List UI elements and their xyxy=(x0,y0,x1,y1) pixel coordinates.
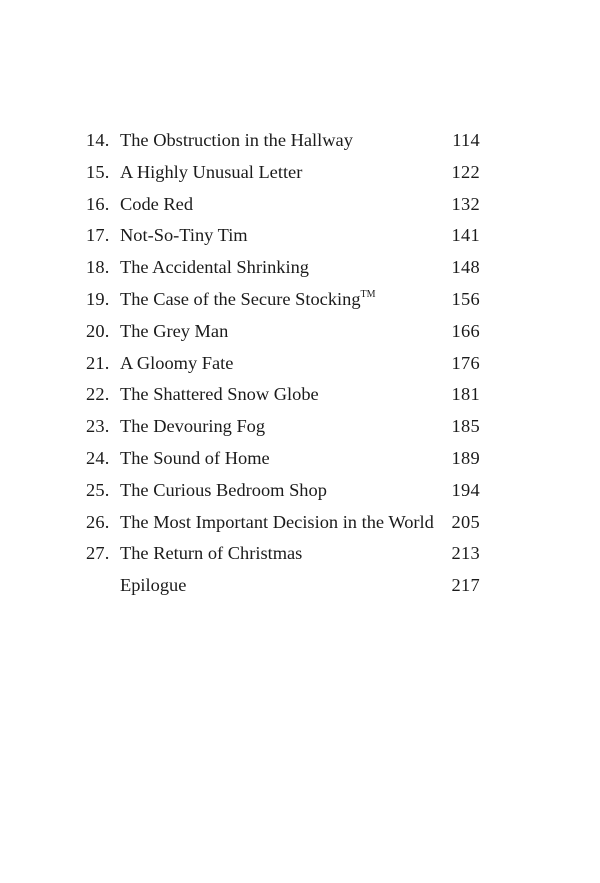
page-number: 176 xyxy=(451,352,480,373)
page-number: 189 xyxy=(451,447,480,468)
page-number: 141 xyxy=(451,225,480,246)
page-number: 114 xyxy=(452,130,480,150)
chapter-title: The Accidental Shrinking xyxy=(120,257,309,278)
toc-entry-19[interactable] xyxy=(0,284,600,316)
toc-entry-23[interactable] xyxy=(0,411,600,443)
chapter-number: 14. xyxy=(86,130,110,150)
chapter-title: Not-So-Tiny Tim xyxy=(120,225,248,246)
toc-entry-17[interactable] xyxy=(0,220,600,252)
page-number: 194 xyxy=(451,479,480,500)
chapter-title: The Obstruction in the Hallway xyxy=(120,130,353,150)
chapter-title: The Sound of Home xyxy=(120,447,270,468)
chapter-number: 21. xyxy=(86,352,110,373)
page-number: 217 xyxy=(451,575,480,596)
page-number: 213 xyxy=(451,543,480,564)
toc-entry-27[interactable] xyxy=(0,538,600,570)
chapter-number: 20. xyxy=(86,320,110,341)
toc-entry-26[interactable] xyxy=(0,507,600,539)
chapter-number: 17. xyxy=(86,225,110,246)
toc-entry-25[interactable] xyxy=(0,475,600,507)
chapter-title: The Return of Christmas xyxy=(120,543,303,564)
toc-entry-14[interactable] xyxy=(0,125,600,157)
chapter-number: 22. xyxy=(86,384,110,405)
trademark-mark: TM xyxy=(360,288,376,300)
chapter-title: The Curious Bedroom Shop xyxy=(120,479,327,500)
toc-entry-16[interactable] xyxy=(0,189,600,221)
toc-entry-15[interactable] xyxy=(0,157,600,189)
chapter-title: The Most Important Decision in the World xyxy=(120,511,434,532)
chapter-title: The Case of the Secure Stocking xyxy=(120,288,361,309)
chapter-number: 18. xyxy=(86,257,110,278)
page-number: 148 xyxy=(451,257,480,278)
chapter-title: The Shattered Snow Globe xyxy=(120,384,319,405)
chapter-number: 24. xyxy=(86,447,110,468)
chapter-title: A Gloomy Fate xyxy=(120,352,234,373)
toc-entry-20[interactable] xyxy=(0,316,600,348)
chapter-title: Code Red xyxy=(120,193,194,214)
chapter-title: Epilogue xyxy=(120,575,187,596)
toc-entry-21[interactable] xyxy=(0,348,600,380)
chapter-title: A Highly Unusual Letter xyxy=(120,161,303,182)
page-number: 122 xyxy=(451,161,480,182)
chapter-title: The Devouring Fog xyxy=(120,416,266,437)
chapter-number: 19. xyxy=(86,288,110,309)
chapter-title: The Grey Man xyxy=(120,320,229,341)
chapter-number: 16. xyxy=(86,193,110,214)
page-number: 166 xyxy=(451,320,480,341)
chapter-number: 15. xyxy=(86,161,110,182)
page-number: 132 xyxy=(451,193,480,214)
page-number: 205 xyxy=(451,511,480,532)
chapter-number: 27. xyxy=(86,543,110,564)
chapter-number: 23. xyxy=(86,416,110,437)
toc-entry-22[interactable] xyxy=(0,379,600,411)
page-number: 156 xyxy=(451,288,480,309)
toc-entry-24[interactable] xyxy=(0,443,600,475)
table-of-contents xyxy=(0,125,600,602)
chapter-number: 26. xyxy=(86,511,110,532)
toc-entry-18[interactable] xyxy=(0,252,600,284)
page-number: 181 xyxy=(451,384,480,405)
page-number: 185 xyxy=(451,416,480,437)
toc-entry-epilogue[interactable] xyxy=(0,570,600,602)
chapter-number: 25. xyxy=(86,479,110,500)
chapter-title-wrapper xyxy=(120,284,376,316)
